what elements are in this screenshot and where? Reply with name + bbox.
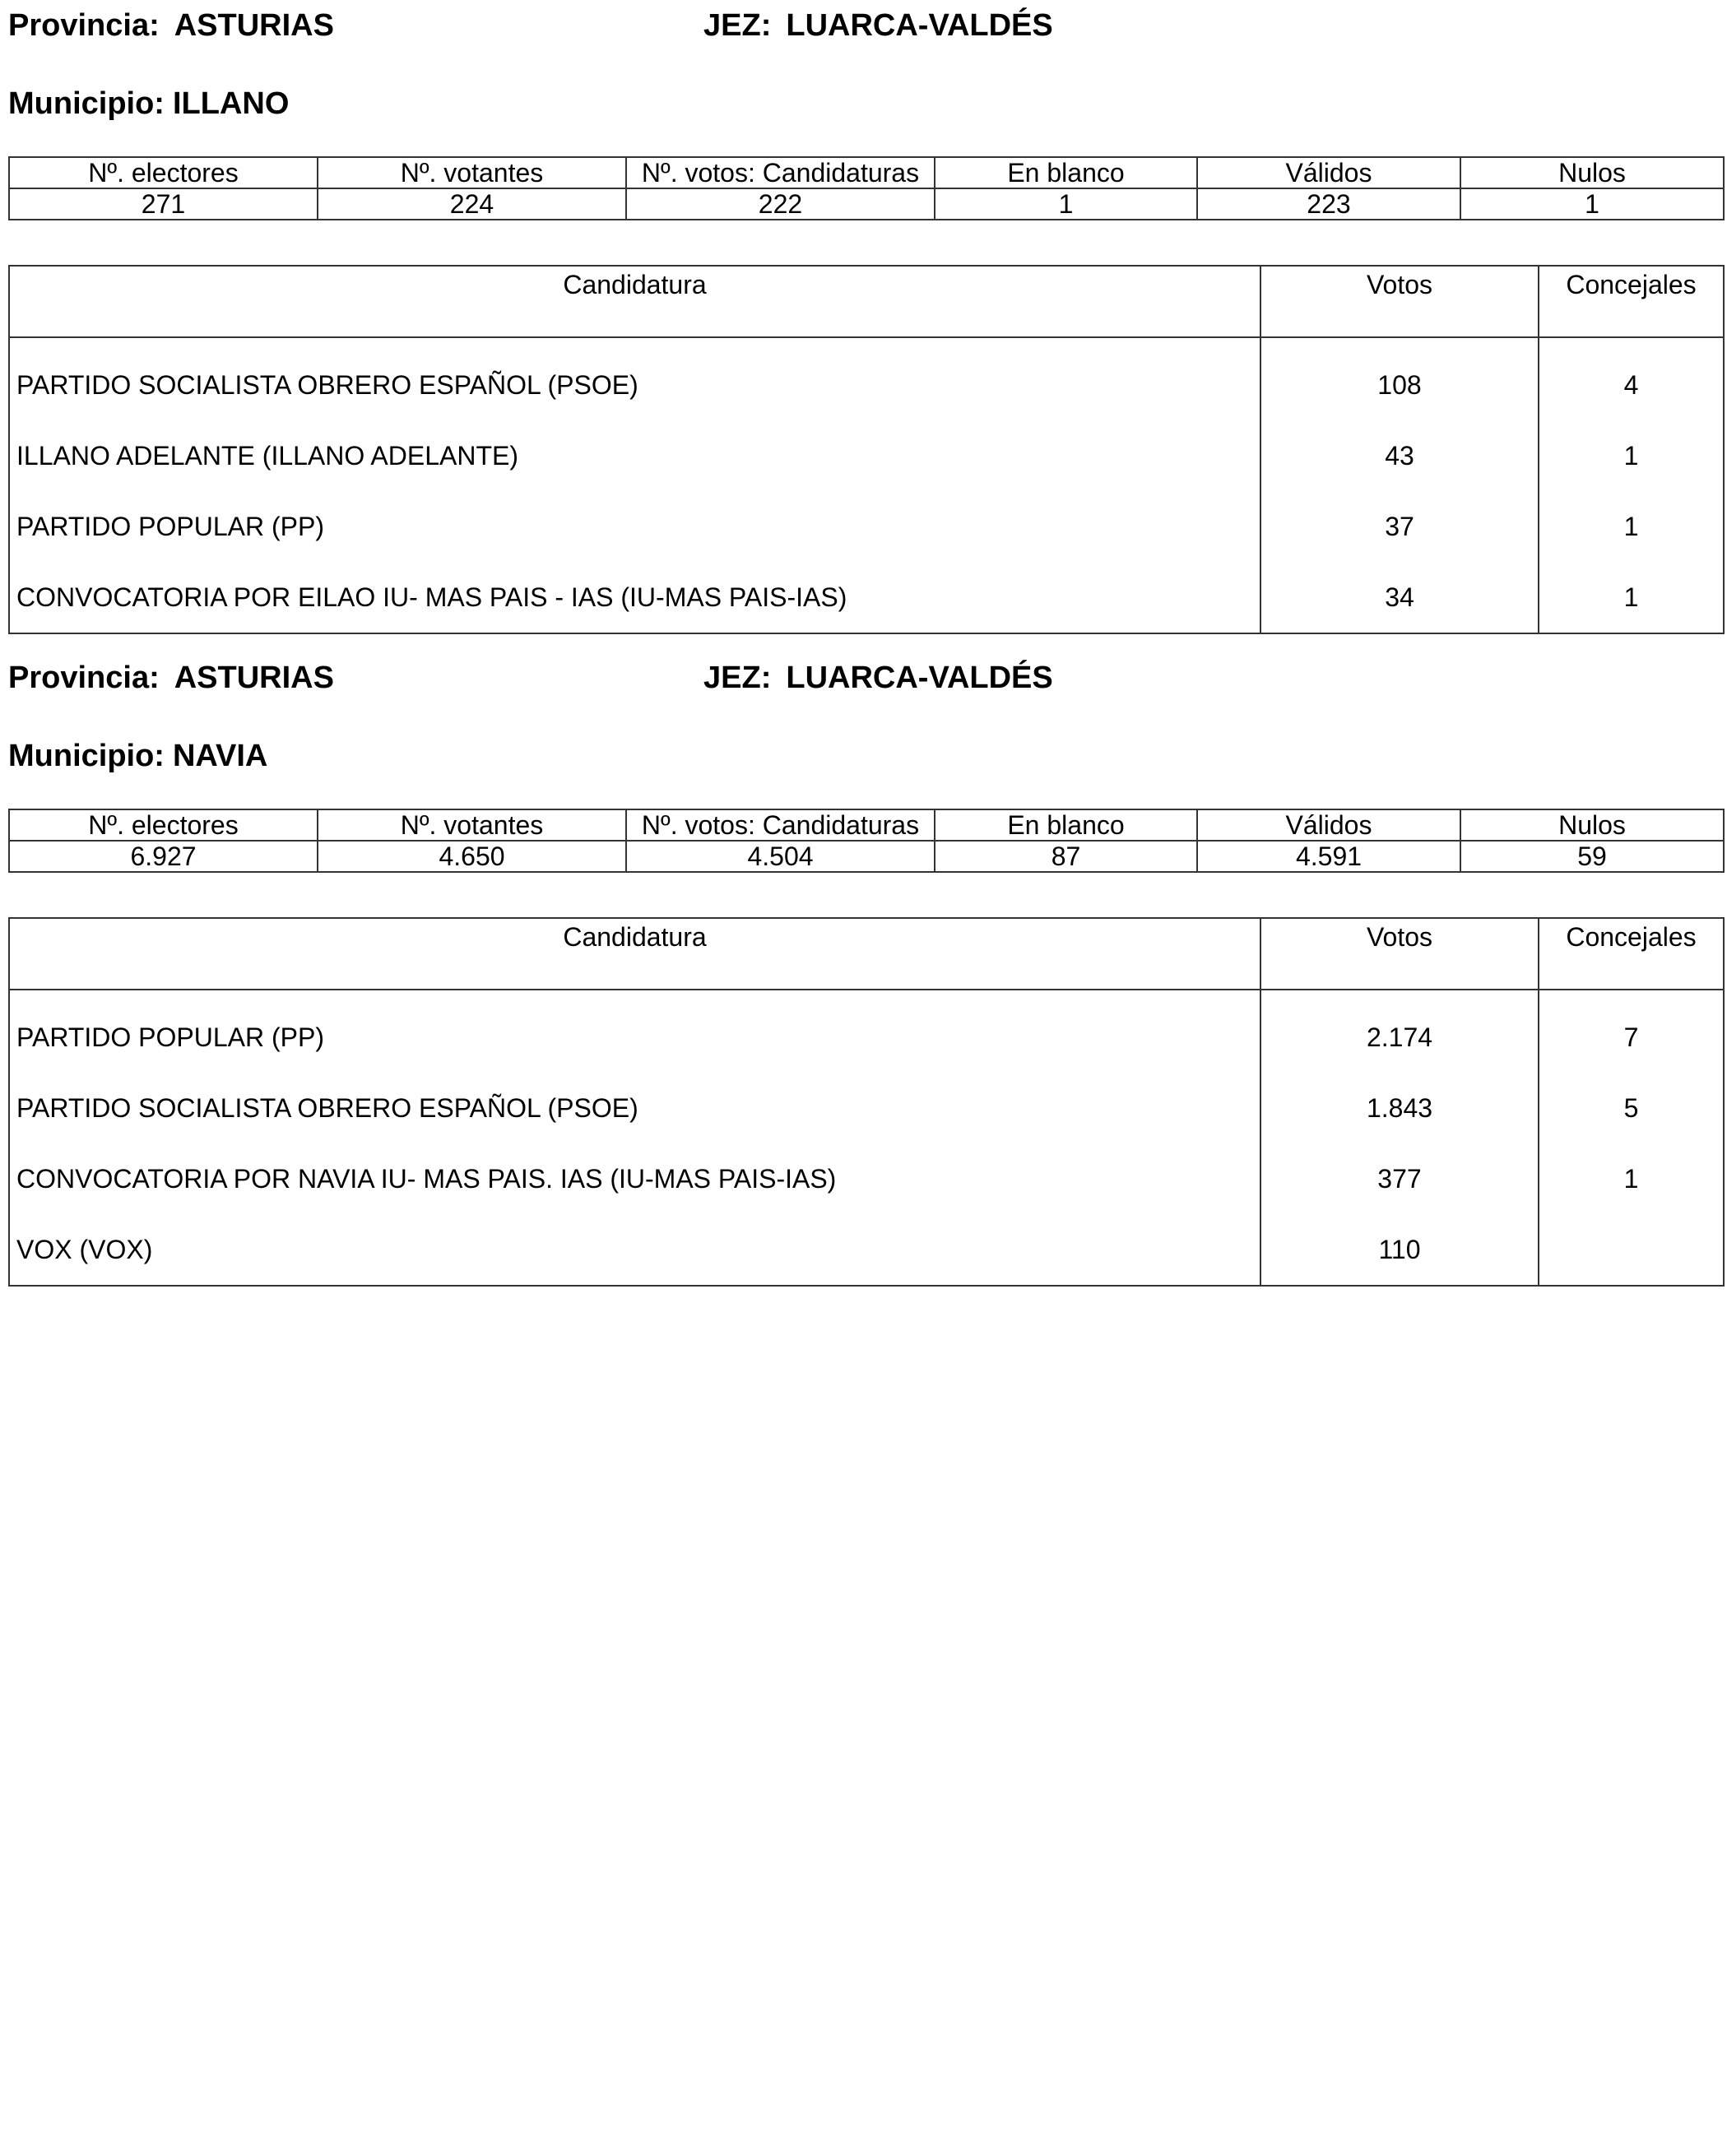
summary-value-row xyxy=(9,188,1724,220)
summary-header-cell: En blanco xyxy=(935,809,1197,841)
table-row xyxy=(9,1073,1724,1143)
summary-header-row xyxy=(9,809,1724,841)
results-header-row xyxy=(9,266,1724,337)
summary-header-cell: Válidos xyxy=(1197,809,1460,841)
table-row xyxy=(9,1143,1724,1214)
summary-value-cell: 224 xyxy=(318,188,626,220)
summary-header-cell: Nº. electores xyxy=(9,157,318,188)
results-table xyxy=(8,917,1725,1287)
concejales-cell: 1 xyxy=(1539,1143,1724,1214)
results-table xyxy=(8,265,1725,634)
summary-header-cell: Nº. votantes xyxy=(318,809,626,841)
summary-header-cell: En blanco xyxy=(935,157,1197,188)
jez-header: JEZ: LUARCA-VALDÉS xyxy=(703,8,1053,43)
jez-value: LUARCA-VALDÉS xyxy=(786,661,1053,695)
summary-header-cell: Nulos xyxy=(1460,157,1724,188)
table-row xyxy=(9,990,1724,1073)
summary-value-cell: 6.927 xyxy=(9,841,318,872)
votos-cell: 34 xyxy=(1260,562,1539,633)
votos-cell: 43 xyxy=(1260,420,1539,491)
table-row xyxy=(9,420,1724,491)
summary-value-cell: 222 xyxy=(626,188,935,220)
municipio-header: Municipio: NAVIA xyxy=(8,739,268,773)
provincia-value: ASTURIAS xyxy=(174,661,334,695)
results-header-row xyxy=(9,918,1724,990)
municipality-block-illano xyxy=(8,0,1723,625)
summary-value-cell: 4.591 xyxy=(1197,841,1460,872)
summary-header-cell: Nº. votantes xyxy=(318,157,626,188)
table-row xyxy=(9,1214,1724,1286)
summary-value-cell: 59 xyxy=(1460,841,1724,872)
table-row xyxy=(9,337,1724,420)
results-header-cell: Candidatura xyxy=(9,918,1260,990)
municipality-block-navia xyxy=(8,652,1723,1277)
concejales-cell: 7 xyxy=(1539,990,1724,1073)
candidatura-cell: PARTIDO SOCIALISTA OBRERO ESPAÑOL (PSOE) xyxy=(9,1073,1260,1143)
candidatura-cell: CONVOCATORIA POR NAVIA IU- MAS PAIS. IAS (IU-MAS PAIS-IAS) xyxy=(9,1143,1260,1214)
summary-header-cell: Nº. votos: Candidaturas xyxy=(626,809,935,841)
summary-header-cell: Nº. electores xyxy=(9,809,318,841)
summary-value-row xyxy=(9,841,1724,872)
jez-header: JEZ: LUARCA-VALDÉS xyxy=(703,661,1053,695)
votos-cell: 377 xyxy=(1260,1143,1539,1214)
candidatura-cell: VOX (VOX) xyxy=(9,1214,1260,1286)
concejales-cell: 1 xyxy=(1539,491,1724,562)
votos-cell: 37 xyxy=(1260,491,1539,562)
concejales-cell: 5 xyxy=(1539,1073,1724,1143)
results-header-cell: Candidatura xyxy=(9,266,1260,337)
candidatura-cell: PARTIDO POPULAR (PP) xyxy=(9,491,1260,562)
results-header-cell: Concejales xyxy=(1539,266,1724,337)
table-row xyxy=(9,491,1724,562)
summary-value-cell: 271 xyxy=(9,188,318,220)
summary-table xyxy=(8,156,1725,220)
votos-cell: 110 xyxy=(1260,1214,1539,1286)
candidatura-cell: PARTIDO SOCIALISTA OBRERO ESPAÑOL (PSOE) xyxy=(9,337,1260,420)
jez-value: LUARCA-VALDÉS xyxy=(786,8,1053,43)
municipio-header: Municipio: ILLANO xyxy=(8,86,290,121)
summary-header-cell: Válidos xyxy=(1197,157,1460,188)
summary-value-cell: 4.650 xyxy=(318,841,626,872)
summary-value-cell: 4.504 xyxy=(626,841,935,872)
results-header-cell: Votos xyxy=(1260,266,1539,337)
candidatura-cell: CONVOCATORIA POR EILAO IU- MAS PAIS - IAS (IU-MAS PAIS-IAS) xyxy=(9,562,1260,633)
municipio-value: NAVIA xyxy=(172,739,268,773)
concejales-cell: 1 xyxy=(1539,420,1724,491)
candidatura-cell: ILLANO ADELANTE (ILLANO ADELANTE) xyxy=(9,420,1260,491)
summary-header-cell: Nulos xyxy=(1460,809,1724,841)
table-row xyxy=(9,562,1724,633)
votos-cell: 108 xyxy=(1260,337,1539,420)
candidatura-cell: PARTIDO POPULAR (PP) xyxy=(9,990,1260,1073)
municipio-value: ILLANO xyxy=(172,86,290,121)
summary-value-cell: 1 xyxy=(935,188,1197,220)
results-header-cell: Concejales xyxy=(1539,918,1724,990)
summary-table xyxy=(8,809,1725,873)
summary-header-row xyxy=(9,157,1724,188)
summary-value-cell: 1 xyxy=(1460,188,1724,220)
votos-cell: 2.174 xyxy=(1260,990,1539,1073)
votos-cell: 1.843 xyxy=(1260,1073,1539,1143)
summary-header-cell: Nº. votos: Candidaturas xyxy=(626,157,935,188)
provincia-value: ASTURIAS xyxy=(174,8,334,43)
results-header-cell: Votos xyxy=(1260,918,1539,990)
provincia-header: Provincia: ASTURIAS xyxy=(8,661,334,695)
concejales-cell: 1 xyxy=(1539,562,1724,633)
provincia-header: Provincia: ASTURIAS xyxy=(8,8,334,43)
summary-value-cell: 223 xyxy=(1197,188,1460,220)
concejales-cell xyxy=(1539,1214,1724,1286)
summary-value-cell: 87 xyxy=(935,841,1197,872)
concejales-cell: 4 xyxy=(1539,337,1724,420)
